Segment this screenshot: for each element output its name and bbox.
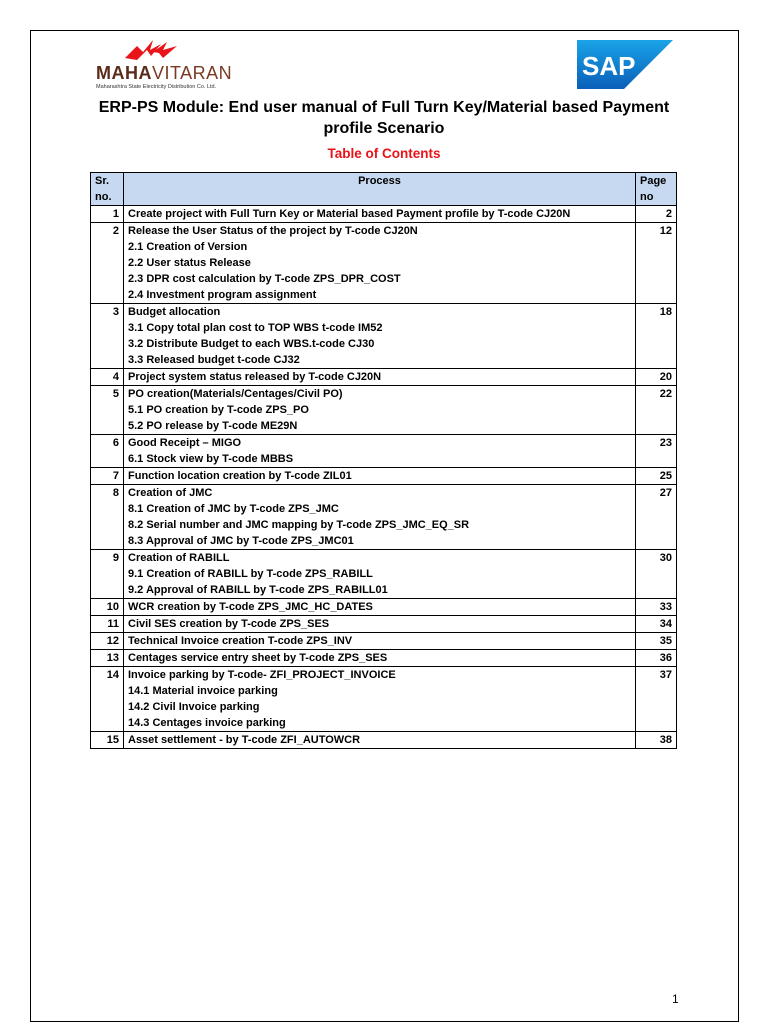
toc-subentry: 3.1 Copy total plan cost to TOP WBS t-code IM52	[128, 322, 383, 334]
toc-page-no: 37	[636, 667, 677, 732]
toc-page-no: 38	[636, 732, 677, 749]
toc-sr-no: 11	[91, 616, 124, 633]
toc-process-cell	[124, 386, 636, 435]
toc-page-no: 30	[636, 550, 677, 599]
toc-subentry: 14.2 Civil Invoice parking	[128, 701, 260, 713]
toc-page-no: 2	[636, 206, 677, 223]
toc-process-cell	[124, 223, 636, 304]
toc-page-no: 34	[636, 616, 677, 633]
toc-sr-no: 12	[91, 633, 124, 650]
toc-subentry: 9.2 Approval of RABILL by T-code ZPS_RABILL01	[128, 584, 388, 596]
toc-entry-title: Function location creation by T-code ZIL01	[128, 470, 352, 482]
toc-process-cell	[124, 435, 636, 468]
toc-sr-no: 13	[91, 650, 124, 667]
toc-entry-title: Asset settlement - by T-code ZFI_AUTOWCR	[128, 734, 361, 746]
toc-process-cell	[124, 468, 636, 485]
toc-page-no: 18	[636, 304, 677, 369]
header-page-no	[636, 173, 677, 206]
toc-subentry: 5.1 PO creation by T-code ZPS_PO	[128, 404, 309, 416]
toc-entry-title: Release the User Status of the project by T-code CJ20N	[128, 225, 418, 237]
toc-heading: Table of Contents	[327, 146, 441, 161]
toc-subentry: 3.3 Released budget t-code CJ32	[128, 354, 300, 366]
toc-page-no: 33	[636, 599, 677, 616]
brand-part1: MAHA	[96, 63, 152, 83]
toc-table	[90, 172, 677, 749]
toc-sr-no: 3	[91, 304, 124, 369]
mahavitaran-logo	[65, 38, 245, 94]
toc-subentry: 8.1 Creation of JMC by T-code ZPS_JMC	[128, 503, 339, 515]
toc-header-row	[91, 173, 677, 206]
toc-row	[91, 550, 677, 599]
toc-body	[91, 206, 677, 749]
toc-row	[91, 616, 677, 633]
toc-page-no: 22	[636, 386, 677, 435]
header-process: Process	[124, 173, 636, 206]
toc-row	[91, 369, 677, 386]
toc-page-no: 23	[636, 435, 677, 468]
toc-entry-title: Create project with Full Turn Key or Material based Payment profile by T-code CJ20N	[128, 208, 571, 220]
toc-row	[91, 667, 677, 732]
toc-entry-title: Invoice parking by T-code- ZFI_PROJECT_INVOICE	[128, 669, 396, 681]
toc-entry-title: Good Receipt – MIGO	[128, 437, 242, 449]
lightning-bird-icon	[123, 38, 183, 64]
toc-entry-title: Budget allocation	[128, 306, 221, 318]
toc-subentry: 2.1 Creation of Version	[128, 241, 248, 253]
toc-subentry: 14.1 Material invoice parking	[128, 685, 278, 697]
toc-sr-no: 4	[91, 369, 124, 386]
toc-sr-no: 8	[91, 485, 124, 550]
toc-page-no: 27	[636, 485, 677, 550]
toc-process-cell	[124, 369, 636, 386]
toc-subentry: 8.3 Approval of JMC by T-code ZPS_JMC01	[128, 535, 354, 547]
toc-page-no: 36	[636, 650, 677, 667]
toc-subentry: 8.2 Serial number and JMC mapping by T-code ZPS_JMC_EQ_SR	[128, 519, 470, 531]
toc-entry-title: Civil SES creation by T-code ZPS_SES	[128, 618, 330, 630]
sap-logo-shape	[577, 40, 673, 89]
toc-subentry: 3.2 Distribute Budget to each WBS.t-code CJ30	[128, 338, 375, 350]
toc-subentry: 6.1 Stock view by T-code MBBS	[128, 453, 294, 465]
toc-process-cell	[124, 616, 636, 633]
header-sr-line1: Sr.	[95, 175, 110, 187]
header-page-line1: Page	[640, 175, 667, 187]
toc-process-cell	[124, 599, 636, 616]
toc-entry-title: Creation of RABILL	[128, 552, 230, 564]
brand-tagline: Maharashtra State Electricity Distribution Co. Ltd.	[96, 84, 217, 90]
toc-subentry: 2.2 User status Release	[128, 257, 251, 269]
toc-process-cell	[124, 633, 636, 650]
toc-subentry: 14.3 Centages invoice parking	[128, 717, 286, 729]
toc-process-cell	[124, 206, 636, 223]
title-line-1: ERP-PS Module: End user manual of Full Turn Key/Material based Payment	[98, 99, 670, 116]
toc-sr-no: 5	[91, 386, 124, 435]
brand-part2: VITARAN	[152, 63, 233, 83]
header-sr-line2: no.	[95, 191, 112, 203]
toc-page-no: 20	[636, 369, 677, 386]
toc-entry-title: Creation of JMC	[128, 487, 213, 499]
toc-entry-title: PO creation(Materials/Centages/Civil PO)	[128, 388, 343, 400]
toc-sr-no: 9	[91, 550, 124, 599]
toc-sr-no: 2	[91, 223, 124, 304]
toc-sr-no: 15	[91, 732, 124, 749]
header-sr-no	[91, 173, 124, 206]
toc-subentry: 9.1 Creation of RABILL by T-code ZPS_RABILL	[128, 568, 373, 580]
brand-name	[96, 63, 232, 84]
toc-process-cell	[124, 732, 636, 749]
toc-row	[91, 485, 677, 550]
toc-subentry: 2.3 DPR cost calculation by T-code ZPS_DPR_COST	[128, 273, 401, 285]
toc-entry-title: WCR creation by T-code ZPS_JMC_HC_DATES	[128, 601, 373, 613]
toc-row	[91, 223, 677, 304]
toc-row	[91, 650, 677, 667]
toc-row	[91, 599, 677, 616]
toc-row	[91, 386, 677, 435]
toc-sr-no: 10	[91, 599, 124, 616]
toc-page-no: 25	[636, 468, 677, 485]
header-page-line2: no	[640, 191, 654, 203]
toc-sr-no: 14	[91, 667, 124, 732]
sap-logo	[577, 40, 673, 89]
toc-row	[91, 633, 677, 650]
toc-row	[91, 206, 677, 223]
toc-page-no: 12	[636, 223, 677, 304]
toc-subentry: 2.4 Investment program assignment	[128, 289, 317, 301]
toc-process-cell	[124, 667, 636, 732]
toc-entry-title: Centages service entry sheet by T-code ZPS_SES	[128, 652, 388, 664]
toc-row	[91, 732, 677, 749]
toc-row	[91, 468, 677, 485]
toc-subentry: 5.2 PO release by T-code ME29N	[128, 420, 298, 432]
toc-sr-no: 6	[91, 435, 124, 468]
toc-entry-title: Project system status released by T-code CJ20N	[128, 371, 382, 383]
document-title	[60, 97, 708, 139]
toc-process-cell	[124, 485, 636, 550]
page-number: 1	[672, 992, 679, 1006]
toc-row	[91, 304, 677, 369]
toc-sr-no: 1	[91, 206, 124, 223]
toc-process-cell	[124, 304, 636, 369]
title-line-2: profile Scenario	[323, 120, 445, 137]
toc-process-cell	[124, 550, 636, 599]
toc-entry-title: Technical Invoice creation T-code ZPS_INV	[128, 635, 353, 647]
toc-sr-no: 7	[91, 468, 124, 485]
toc-process-cell	[124, 650, 636, 667]
toc-page-no: 35	[636, 633, 677, 650]
sap-logo-text: SAP	[582, 51, 636, 81]
toc-row	[91, 435, 677, 468]
